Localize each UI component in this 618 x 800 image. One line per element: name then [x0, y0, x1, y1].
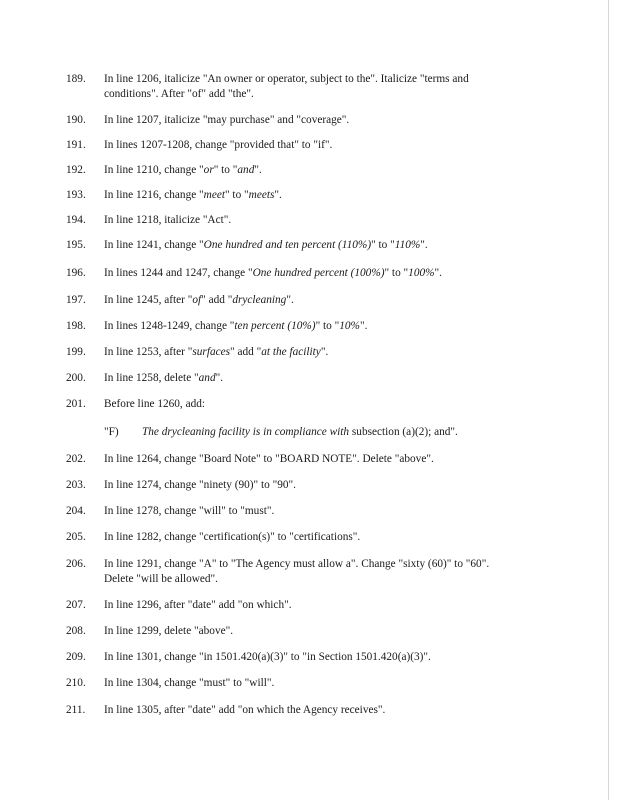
item-text [104, 319, 504, 334]
item-number: 205. [66, 531, 86, 543]
item-text [104, 138, 504, 153]
italic-phrase: One hundred percent (100%) [252, 267, 385, 279]
item-text [104, 650, 504, 665]
text-run: In line 1291, change "A" to "The Agency must allow a". Change "sixty (60)" to "60". Delete "will be allowed". [104, 558, 490, 585]
item-text [104, 478, 504, 493]
item-text [104, 113, 504, 128]
text-run: In line 1304, change "must" to "will". [104, 677, 275, 689]
item-number: 195. [66, 239, 86, 251]
italic-phrase: 10% [339, 320, 360, 332]
item-number: 208. [66, 625, 86, 637]
item-number: 192. [66, 164, 86, 176]
text-run: ". [434, 267, 442, 279]
italic-phrase: One hundred and ten percent (110%) [203, 239, 372, 251]
subsection-label: "F) [104, 426, 119, 438]
italic-phrase: or [203, 164, 214, 176]
item-number: 203. [66, 479, 86, 491]
text-run: " to " [225, 189, 249, 201]
text-run: ". [359, 320, 368, 332]
subsection-italic-text: The drycleaning facility is in compliance with [142, 426, 350, 438]
italic-phrase: of [192, 294, 202, 306]
item-text [104, 188, 504, 203]
item-number: 202. [66, 453, 86, 465]
text-run: " add " [230, 346, 262, 358]
item-number: 189. [66, 73, 86, 85]
item-text [104, 676, 504, 691]
text-run: ". [274, 189, 282, 201]
text-run: " to " [371, 239, 395, 251]
inserted-subsection [104, 425, 524, 440]
italic-phrase: and [237, 164, 255, 176]
italic-phrase: 100% [408, 267, 435, 279]
item-text [104, 598, 504, 613]
text-run: In line 1206, italicize "An owner or operator, subject to the". Italicize "terms and conditions". After "of" add "the". [104, 73, 469, 100]
item-text [104, 345, 504, 360]
text-run: In lines 1248-1249, change " [104, 320, 235, 332]
text-run: In line 1296, after "date" add "on which". [104, 599, 292, 611]
item-number: 200. [66, 372, 86, 384]
text-run: ". [420, 239, 428, 251]
italic-phrase: surfaces [192, 346, 231, 358]
italic-phrase: and [198, 372, 216, 384]
item-number: 206. [66, 558, 86, 570]
page-edge-line [608, 0, 609, 800]
item-number: 194. [66, 214, 86, 226]
italic-phrase: ten percent (10%) [234, 320, 316, 332]
italic-phrase: 110% [394, 239, 421, 251]
text-run: In line 1299, delete "above". [104, 625, 234, 637]
item-number: 190. [66, 114, 86, 126]
item-text [104, 397, 504, 412]
text-run: ". [320, 346, 329, 358]
item-number: 196. [66, 267, 86, 279]
text-run: " to " [315, 320, 340, 332]
item-text [104, 371, 504, 386]
item-text [104, 624, 504, 639]
item-text [104, 452, 504, 467]
item-text [104, 266, 504, 281]
text-run: In line 1245, after " [104, 294, 193, 306]
item-number: 204. [66, 505, 86, 517]
text-run: In line 1264, change "Board Note" to "BOARD NOTE". Delete "above". [104, 453, 434, 465]
italic-phrase: drycleaning [232, 294, 287, 306]
item-number: 198. [66, 320, 86, 332]
item-text [104, 72, 514, 102]
item-text [104, 530, 504, 545]
text-run: In line 1241, change " [104, 239, 204, 251]
item-text [104, 557, 514, 587]
item-text [104, 213, 504, 228]
item-number: 207. [66, 599, 86, 611]
text-run: In line 1207, italicize "may purchase" and "coverage". [104, 114, 350, 126]
text-run: Before line 1260, add: [104, 398, 206, 410]
item-number: 209. [66, 651, 86, 663]
text-run: " to " [213, 164, 238, 176]
text-run: In line 1218, italicize "Act". [104, 214, 232, 226]
item-text [104, 163, 504, 178]
text-run: In line 1301, change "in 1501.420(a)(3)" to "in Section 1501.420(a)(3)". [104, 651, 431, 663]
item-number: 199. [66, 346, 86, 358]
item-number: 197. [66, 294, 86, 306]
text-run: In line 1253, after " [104, 346, 193, 358]
item-number: 211. [66, 704, 86, 716]
italic-phrase: at the facility [261, 346, 321, 358]
item-text [104, 703, 504, 718]
text-run: In line 1216, change " [104, 189, 204, 201]
text-run: In line 1305, after "date" add "on which the Agency receives". [104, 704, 386, 716]
item-text [104, 293, 504, 308]
item-text [104, 504, 504, 519]
text-run: " add " [201, 294, 233, 306]
text-run: In line 1282, change "certification(s)" to "certifications". [104, 531, 361, 543]
subsection-plain-text: subsection (a)(2); and". [349, 426, 458, 438]
text-run: In line 1258, delete " [104, 372, 199, 384]
text-run: In lines 1207-1208, change "provided that" to "if". [104, 139, 333, 151]
text-run: In line 1274, change "ninety (90)" to "90". [104, 479, 296, 491]
text-run: ". [215, 372, 224, 384]
item-text [104, 238, 504, 253]
item-number: 201. [66, 398, 86, 410]
item-number: 191. [66, 139, 86, 151]
text-run: In lines 1244 and 1247, change " [104, 267, 253, 279]
italic-phrase: meets [248, 189, 275, 201]
text-run: In line 1210, change " [104, 164, 204, 176]
text-run: ". [286, 294, 294, 306]
text-run: " to " [384, 267, 409, 279]
item-number: 210. [66, 677, 86, 689]
text-run: In line 1278, change "will" to "must". [104, 505, 275, 517]
text-run: ". [254, 164, 262, 176]
italic-phrase: meet [203, 189, 225, 201]
item-number: 193. [66, 189, 86, 201]
